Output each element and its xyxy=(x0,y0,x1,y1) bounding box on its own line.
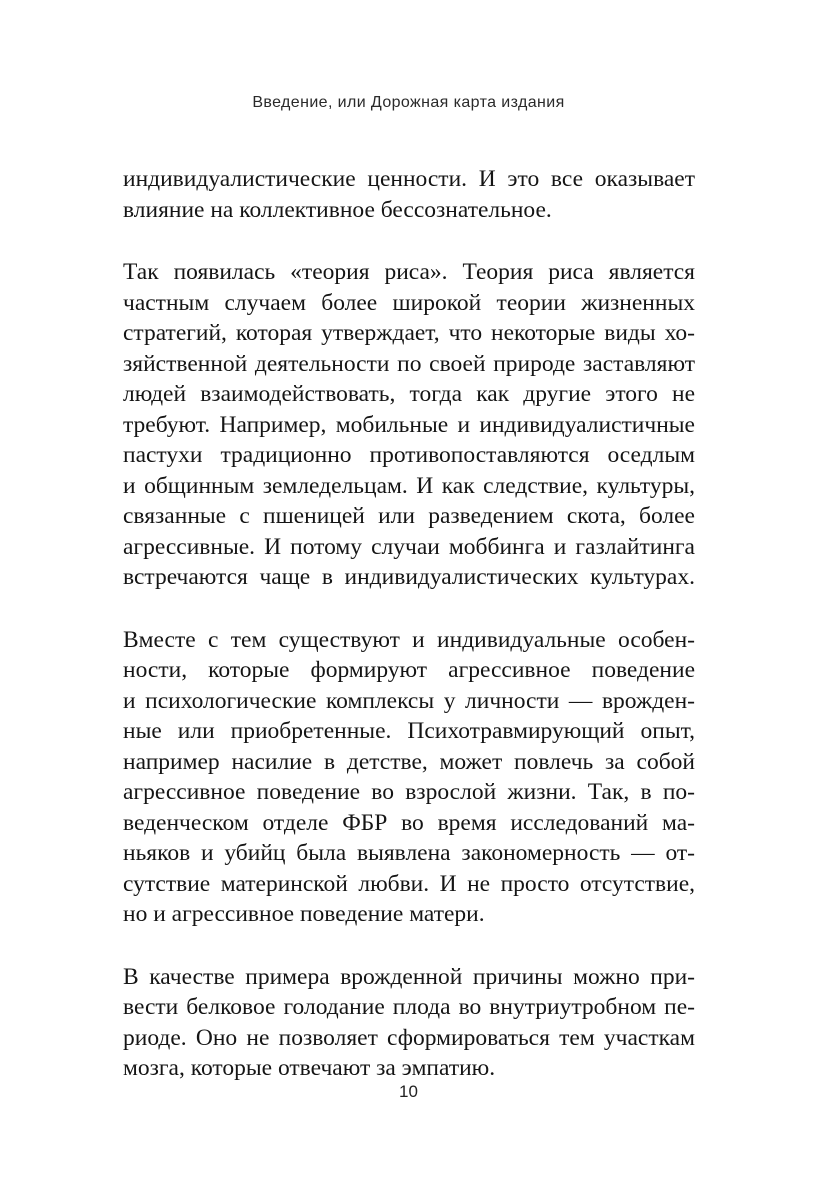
text-line: требуют. Например, мобильные и индивидуалистичные xyxy=(123,411,695,438)
text-line: и общинным земледельцам. И как следствие, культуры, xyxy=(123,472,695,499)
text-line: влияние на коллективное бессознательное. xyxy=(123,196,552,223)
text-line: ности, которые формируют агрессивное поведение xyxy=(123,657,695,683)
text-line: но и агрессивное поведение матери. xyxy=(123,901,485,927)
text-line: агрессивное поведение во взрослой жизни. Так, в по- xyxy=(123,779,695,805)
paragraph xyxy=(123,962,695,1084)
text-line: агрессивные. И потому случаи моббинга и газлайтинга xyxy=(123,533,695,560)
text-line: пастухи традиционно противопоставляются оседлым xyxy=(123,442,695,468)
paragraph xyxy=(123,164,695,225)
paragraph xyxy=(123,625,695,930)
text-line: индивидуалистические ценности. И это все оказывает xyxy=(123,166,695,192)
text-line: частным случаем более широкой теории жизненных xyxy=(123,289,695,316)
text-line: вести белковое голодание плода во внутриутробном пе- xyxy=(123,994,695,1020)
text-line: встречаются чаще в индивидуалистических культурах. xyxy=(123,564,695,590)
text-line: мозга, которые отвечают за эмпатию. xyxy=(123,1055,496,1081)
text-line: ные или приобретенные. Психотравмирующий опыт, xyxy=(123,718,695,744)
text-line: стратегий, которая утверждает, что некоторые виды хо- xyxy=(123,320,695,346)
text-line: и психологические комплексы у личности — врожден- xyxy=(123,687,695,714)
text-line: В качестве примера врожденной причины можно при- xyxy=(123,963,695,990)
text-line: ньяков и убийц была выявлена закономерность — от- xyxy=(123,840,695,866)
text-line: риоде. Оно не позволяет сформироваться тем участкам xyxy=(123,1024,695,1051)
text-line: сутствие материнской любви. И не просто отсутствие, xyxy=(123,870,695,897)
text-line: например насилие в детстве, может повлечь за собой xyxy=(123,748,695,775)
text-line: людей взаимодействовать, тогда как другие этого не xyxy=(123,381,695,407)
paragraph xyxy=(123,257,695,593)
page-number: 10 xyxy=(399,1082,418,1101)
text-line: Вместе с тем существуют и индивидуальные особен- xyxy=(123,626,695,653)
running-head: Введение, или Дорожная карта издания xyxy=(252,94,565,111)
text-line: связанные с пшеницей или разведением скота, более xyxy=(123,503,695,529)
text-line: Так появилась «теория риса». Теория риса является xyxy=(123,259,695,285)
text-line: веденческом отделе ФБР во время исследований ма- xyxy=(123,809,695,836)
text-line: зяйственной деятельности по своей природе заставляют xyxy=(123,350,695,377)
body-text xyxy=(123,164,695,1116)
